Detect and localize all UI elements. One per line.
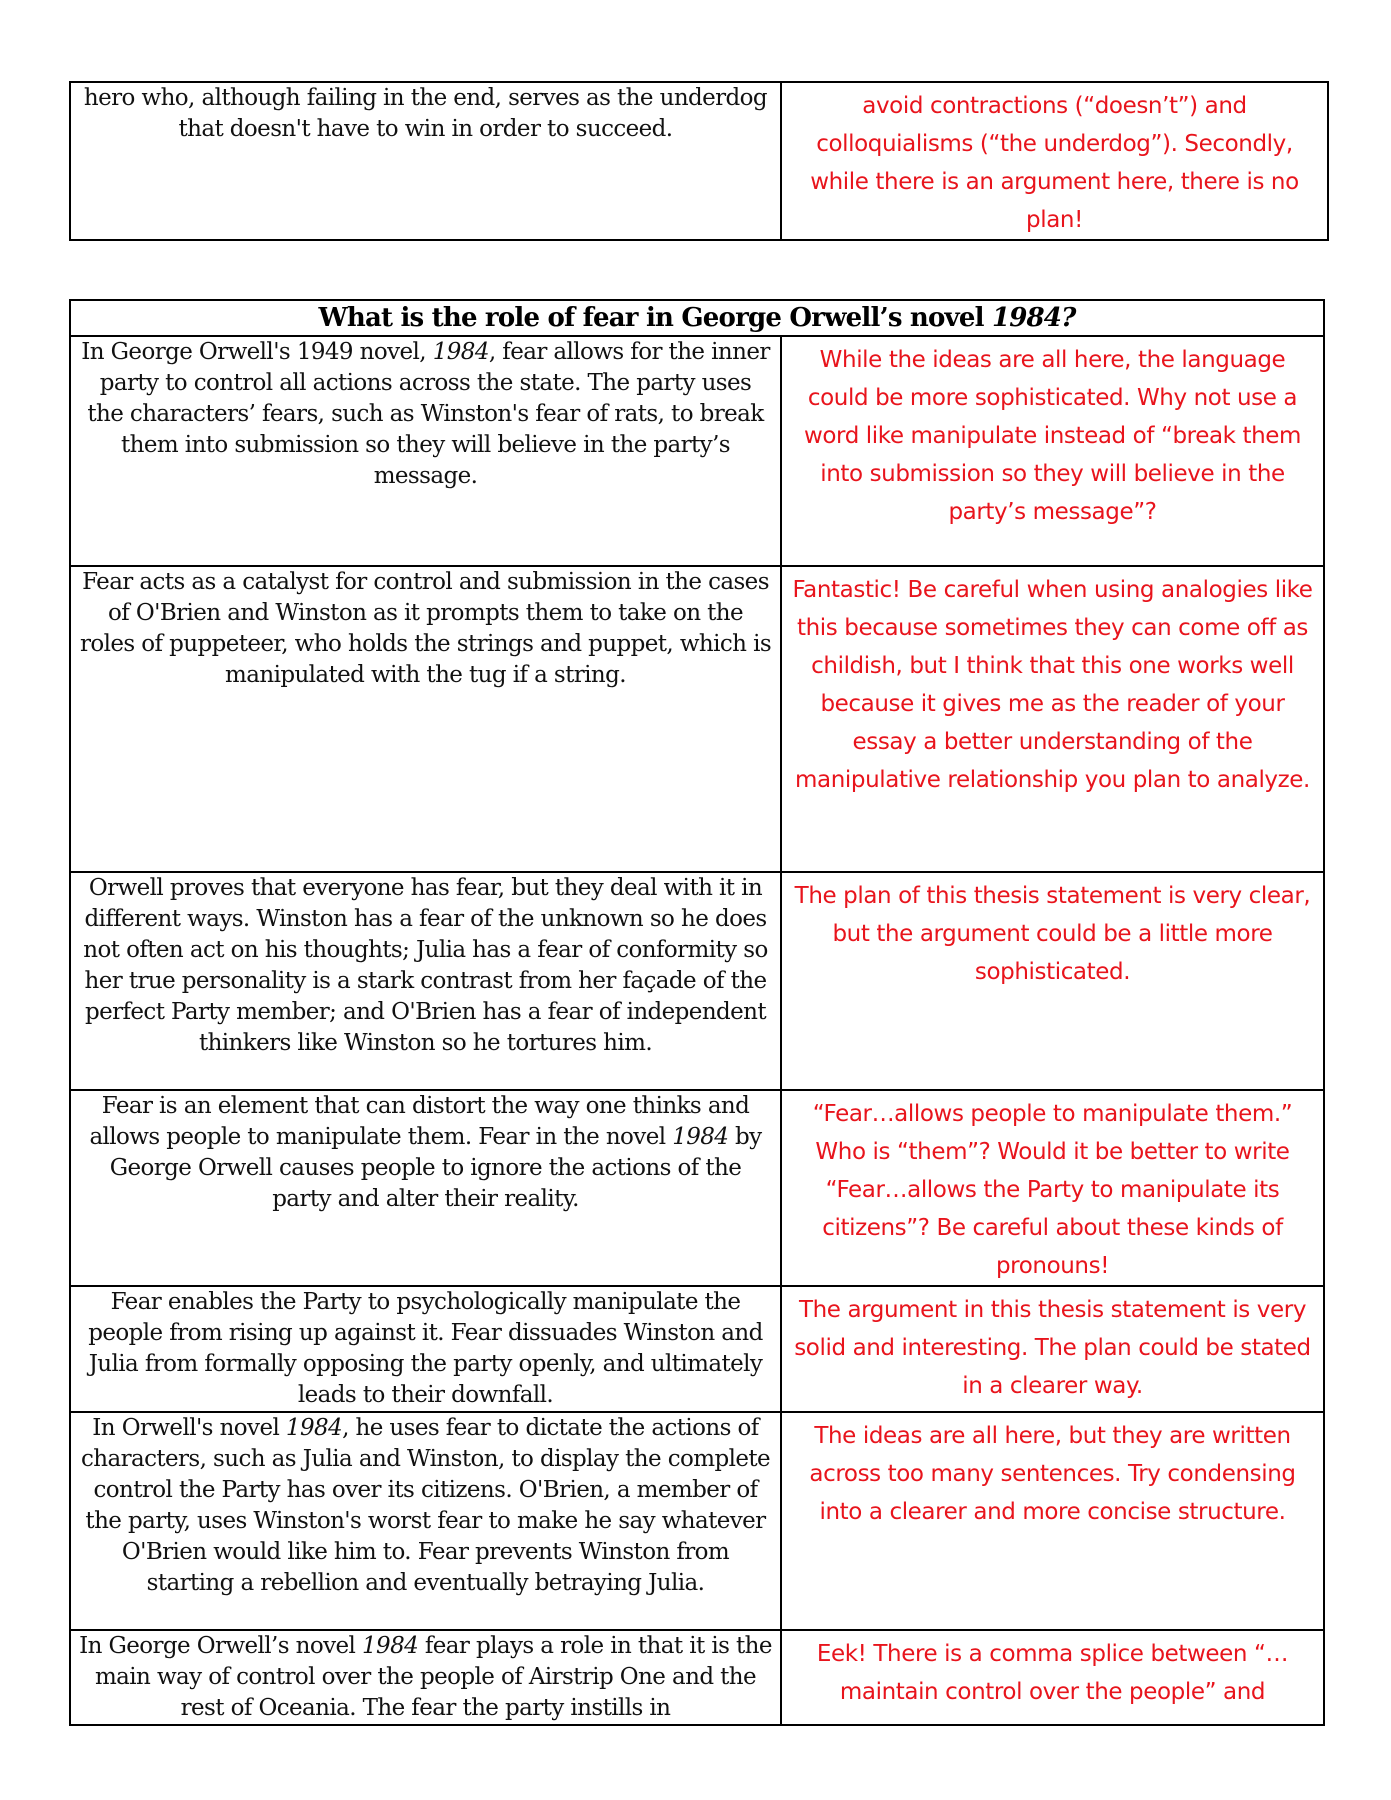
previous-feedback-table: [69, 81, 1329, 241]
teacher-feedback: Eek! There is a comma splice between “…maintain control over the people” and: [781, 1630, 1324, 1725]
table-row: [70, 1090, 1324, 1286]
table-row: [70, 1286, 1324, 1412]
student-thesis: In George Orwell’s novel 1984 fear plays a role in that it is the main way of control over the people of Airstrip One and the rest of Oceania. The fear the party instills in: [70, 1630, 781, 1725]
table-row: [70, 566, 1324, 872]
student-thesis: Orwell proves that everyone has fear, but they deal with it in different ways. Winston has a fear of the unknown so he does not often act on his thoughts; Julia has a fear of conformity so her true personality is a stark contrast from her façade of the perfect Party member; and O'Brien has a fear of independent thinkers like Winston so he tortures him.: [70, 872, 781, 1090]
teacher-feedback: The ideas are all here, but they are written across too many sentences. Try condensing into a clearer and more concise structure.: [781, 1412, 1324, 1630]
student-thesis: In Orwell's novel 1984, he uses fear to dictate the actions of characters, such as Julia and Winston, to display the complete control the Party has over its citizens. O'Brien, a member of the party, uses Winston's worst fear to make he say whatever O'Brien would like him to. Fear prevents Winston from starting a rebellion and eventually betraying Julia.: [70, 1412, 781, 1630]
teacher-feedback: Fantastic! Be careful when using analogies like this because sometimes they can come off as childish, but I think that this one works well because it gives me as the reader of your essay a better understanding of the manipulative relationship you plan to analyze.: [781, 566, 1324, 872]
novel-title: 1984: [285, 1415, 343, 1441]
teacher-feedback: While the ideas are all here, the language could be more sophisticated. Why not use a word like manipulate instead of “break them into submission so they will believe in the party’s message”?: [781, 336, 1324, 566]
student-thesis: In George Orwell's 1949 novel, 1984, fear allows for the inner party to control all actions across the state. The party uses the characters’ fears, such as Winston's fear of rats, to break them into submission so they will believe in the party’s message.: [70, 336, 781, 566]
student-thesis: Fear is an element that can distort the way one thinks and allows people to manipulate them. Fear in the novel 1984 by George Orwell causes people to ignore the actions of the party and alter their reality.: [70, 1090, 781, 1286]
novel-title: 1984: [362, 1633, 419, 1659]
student-thesis: hero who, although failing in the end, serves as the underdog that doesn't have to win in order to succeed.: [70, 82, 781, 240]
table-row: [70, 82, 1328, 240]
student-thesis: Fear acts as a catalyst for control and submission in the cases of O'Brien and Winston as it prompts them to take on the roles of puppeteer, who holds the strings and puppet, which is manipulated with the tug if a string.: [70, 566, 781, 872]
thesis-feedback-table: [69, 299, 1325, 1726]
title-text: What is the role of fear in George Orwell’s novel: [318, 303, 992, 333]
teacher-feedback: avoid contractions (“doesn’t”) and colloquialisms (“the underdog”). Secondly, while there is an argument here, there is no plan!: [781, 82, 1328, 240]
title-row: [70, 300, 1324, 336]
teacher-feedback: The argument in this thesis statement is very solid and interesting. The plan could be stated in a clearer way.: [781, 1286, 1324, 1412]
novel-title: 1984: [672, 1124, 729, 1150]
table-row: [70, 872, 1324, 1090]
table-title: [70, 300, 1324, 336]
title-italic: 1984?: [991, 303, 1076, 333]
teacher-feedback: The plan of this thesis statement is very clear, but the argument could be a little more sophisticated.: [781, 872, 1324, 1090]
table-row: [70, 336, 1324, 566]
table-row: [70, 1630, 1324, 1725]
teacher-feedback: “Fear…allows people to manipulate them.” Who is “them”? Would it be better to write “Fear…allows the Party to manipulate its citizens”? Be careful about these kinds of pronouns!: [781, 1090, 1324, 1286]
student-thesis: Fear enables the Party to psychologically manipulate the people from rising up against it. Fear dissuades Winston and Julia from formally opposing the party openly, and ultimately leads to their downfall.: [70, 1286, 781, 1412]
table-row: [70, 1412, 1324, 1630]
novel-title: 1984: [432, 339, 489, 365]
